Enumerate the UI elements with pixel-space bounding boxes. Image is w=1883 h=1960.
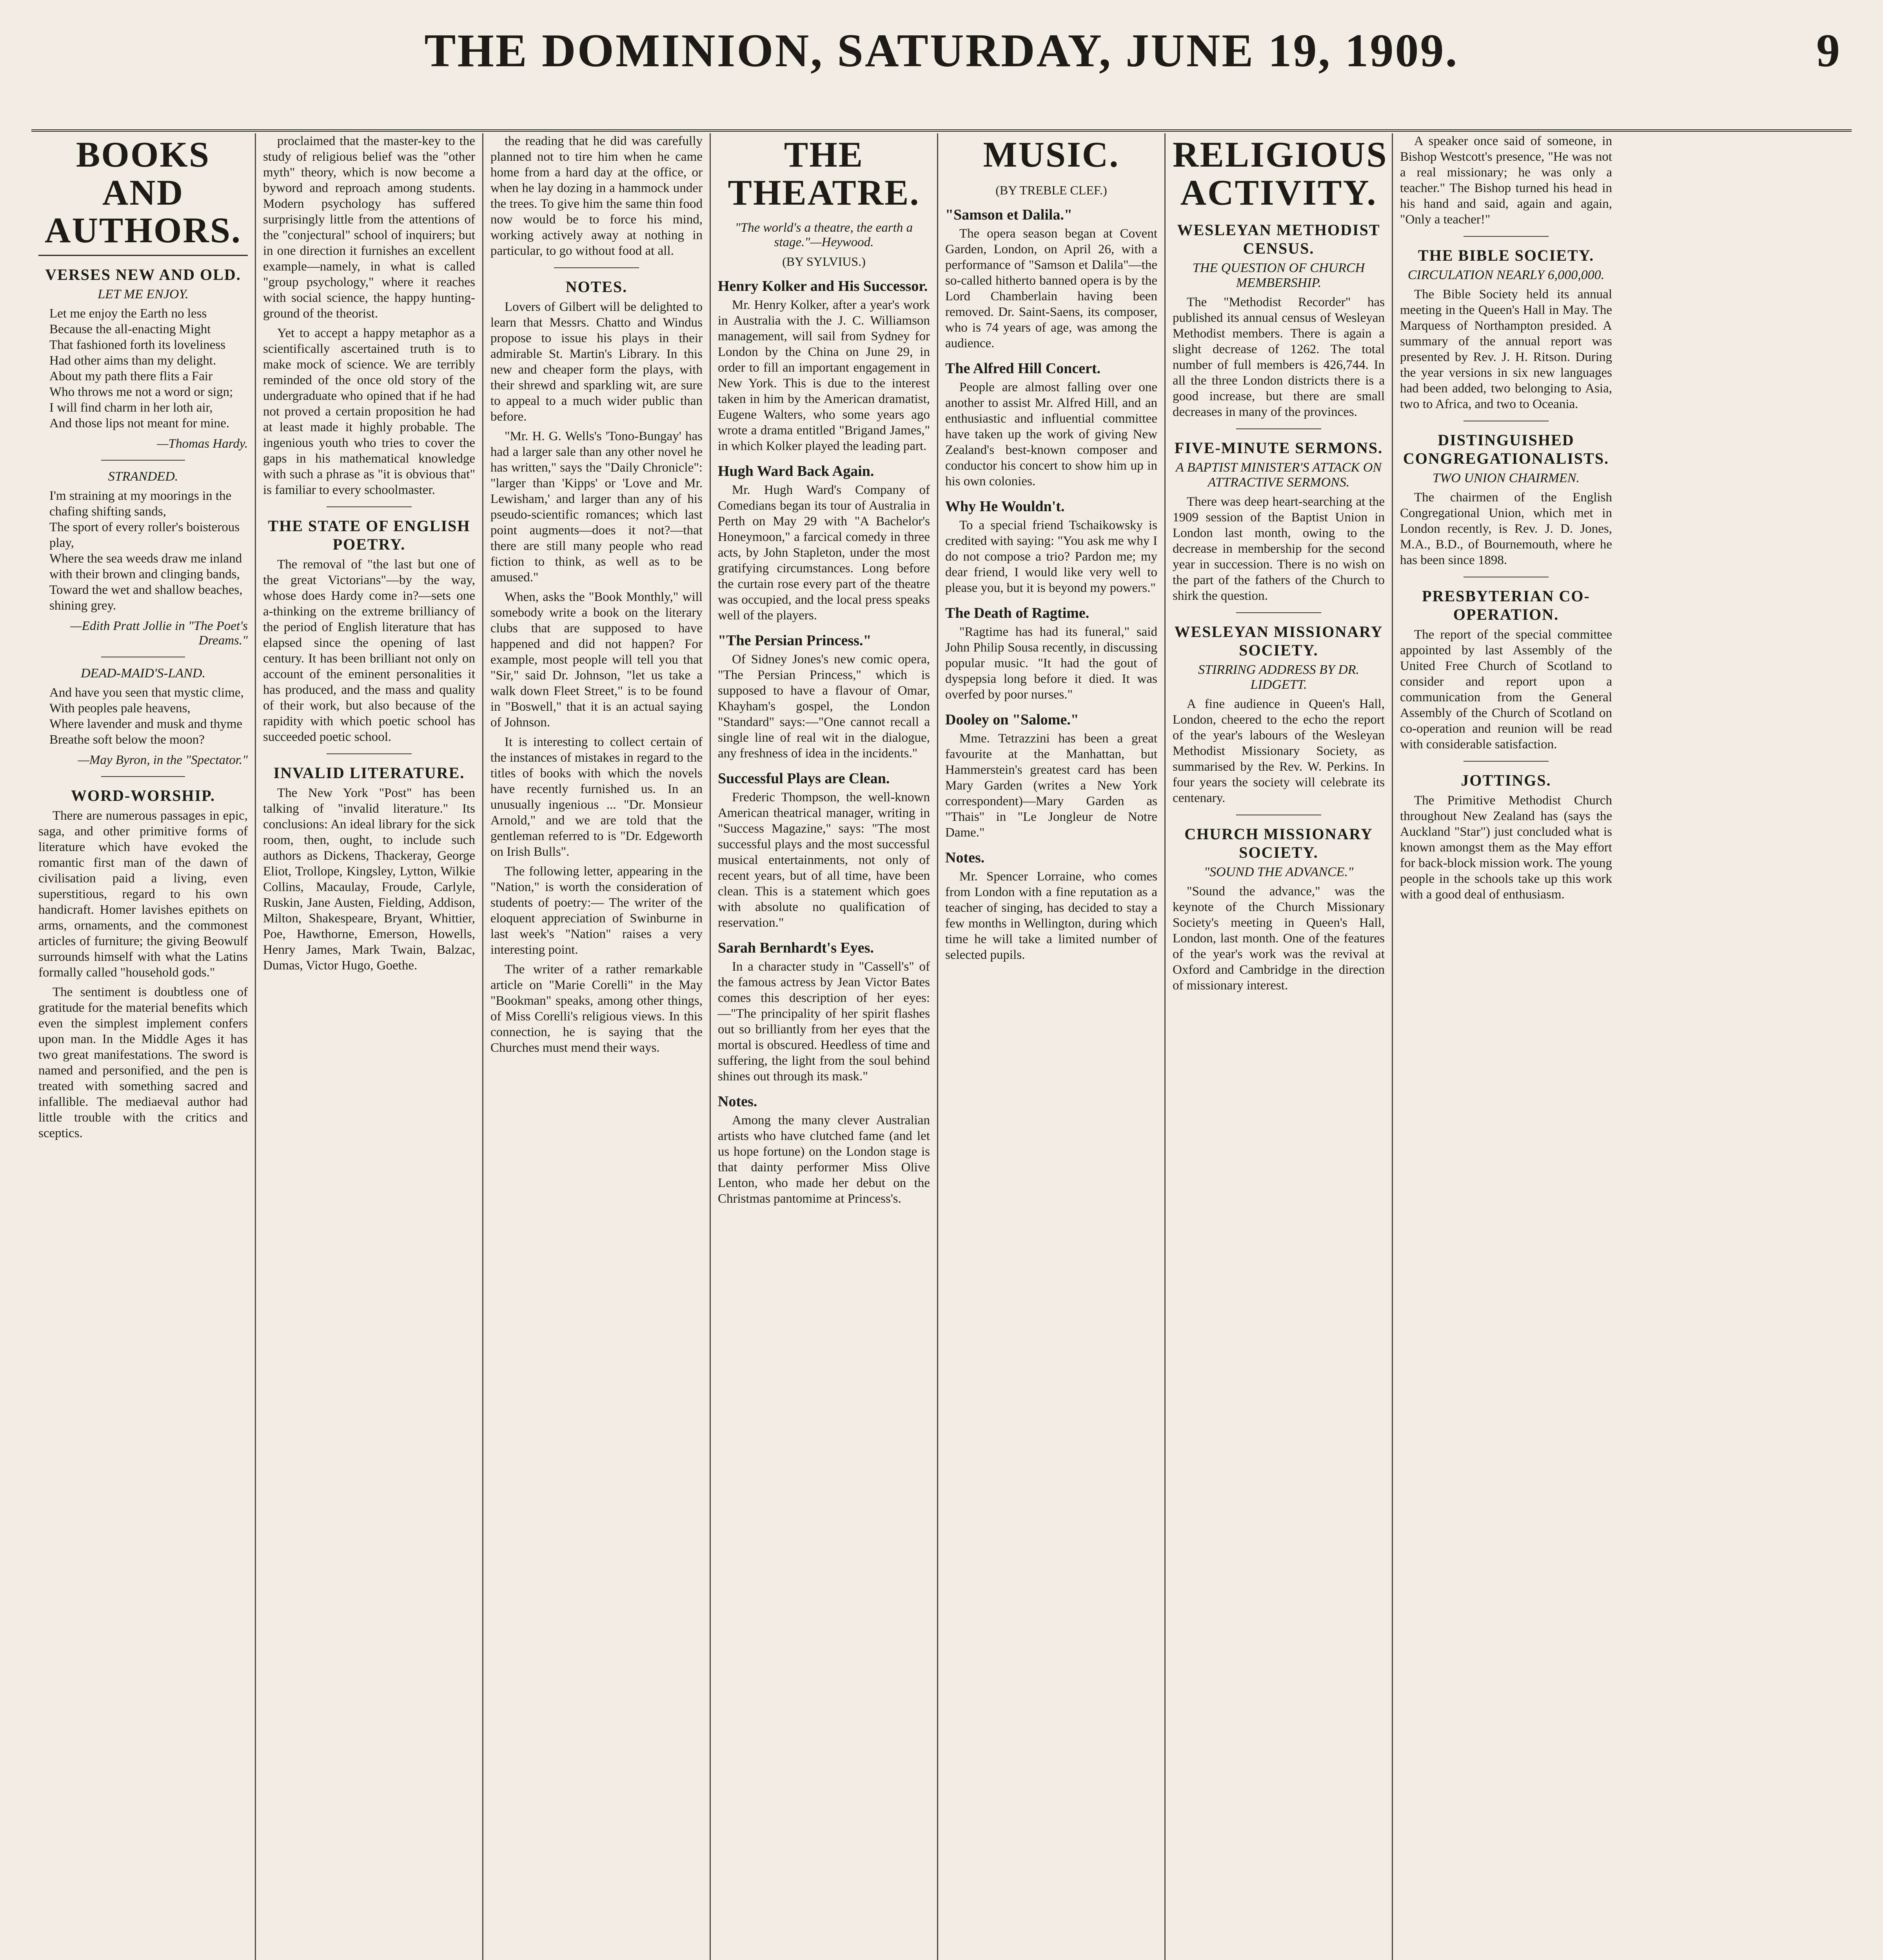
sub-heading: The Death of Ragtime. (945, 604, 1089, 621)
article-paragraph: The report of the special committee appointed by last Assembly of the United Free Church of Scotland to consider and report upon a communication from the General Assembly of the Church of Scotland on co-operation and reunion will be read with considerable satisfaction. (1400, 628, 1612, 751)
article-paragraph: the reading that he did was carefully planned not to tire him when he came home from a hard day at the office, or when he lay dozing in a hammock under the trees. To give him the same thin food now would be to force his mind, working actively away at nothing in particular, to go without food at all. (490, 134, 703, 258)
article-paragraph: "Sound the advance," was the keynote of the Church Missionary Society's meeting in Queen's Hall, London, last month. One of the features of the year's work was the revival at Oxford and Cambridge in the direction of missionary interest. (1173, 884, 1385, 993)
article-heading: WESLEYAN METHODIST CENSUS. (1177, 221, 1380, 258)
article-paragraph: Mme. Tetrazzini has been a great favourite at the Manhattan, but Hammerstein's greatest card has been Mary Garden (writes a New York correspondent)—Mary Garden as "Thais" in "Le Jongleur de Notre Dame." (945, 731, 1157, 840)
byline: (BY TREBLE CLEF.) (995, 183, 1107, 197)
article-paragraph: Mr. Spencer Lorraine, who comes from London with a fine reputation as a teacher of singing, has decided to stay a few months in Wellington, during which time he will take a limited number of selected pupils. (945, 869, 1157, 962)
article-paragraph: The Primitive Methodist Church throughout New Zealand has (says the Auckland "Star") just concluded what is known amongst them as the May effort for back-block mission work. The young people in the schools take up this work with a good deal of enthusiasm. (1400, 793, 1612, 902)
article-heading: JOTTINGS. (1461, 771, 1551, 789)
sub-heading: Notes. (945, 849, 985, 866)
article-paragraph: People are almost falling over one another to assist Mr. Alfred Hill, and an enthusiastic and influential committee have taken up the work of giving New Zealand's best-known composer and conductor his concert to show him up in his own colonies. (945, 380, 1157, 488)
poem-title: DEAD-MAID'S-LAND. (81, 666, 205, 681)
divider (1464, 761, 1548, 762)
poem-title: STRANDED. (108, 469, 178, 484)
section-heading-theatre: THE THEATRE. (728, 134, 920, 212)
divider (1464, 236, 1548, 237)
article-paragraph: A fine audience in Queen's Hall, London, cheered to the echo the report of the year's labours of the Wesleyan Methodist Missionary Society, as summarised by the Rev. W. Perkins. In four years the society will celebrate its centenary. (1173, 697, 1385, 806)
sub-heading: "Samson et Dalila." (945, 206, 1073, 223)
article-paragraph: Yet to accept a happy metaphor as a scientifically ascertained truth is to make mock of science. We are terribly reminded of the once old story of the undergraduate who opined that if he had not proved a certain proposition he had at least made it highly probable. The ingenious youth who tries to cover the gaps in his mathematical knowledge with such a phrase as "it is obvious that" is familiar to every schoolmaster. (263, 326, 475, 497)
article-paragraph: In a character study in "Cassell's" of the famous actress by Jean Victor Bates comes this description of her eyes:—"The principality of her spirit flashes out so brilliantly from her eyes that the mortal is obscured. Heedless of time and suffering, the light from the soul behind shines out through its mask." (718, 960, 930, 1084)
article-paragraph: When, asks the "Book Monthly," will somebody write a book on the literary clubs that are supposed to have happened and did not happen? For example, most people will tell you that "Sir," said Dr. Johnson, "let us take a walk down Fleet Street," is to be found in "Boswell," that it is an actual saying of Johnson. (490, 590, 703, 730)
article-paragraph: It is interesting to collect certain of the instances of mistakes in regard to the titles of books with which the novels have recently furnished us. In an unusually ingenious ... "Dr. Monsieur Arnold," and we are told that the gentleman referred to is "Dr. Edgeworth on Irish Bulls". (490, 735, 703, 859)
article-paragraph: The chairmen of the English Congregational Union, which met in London recently, is Rev. J. D. Jones, M.A., B.D., of Bournemouth, where he has been since 1898. (1400, 490, 1612, 567)
article-heading: THE STATE OF ENGLISH POETRY. (268, 517, 470, 553)
column-theatre (710, 133, 937, 1960)
article-heading: FIVE-MINUTE SERMONS. (1174, 439, 1383, 457)
divider (101, 460, 185, 461)
article-subheading: "SOUND THE ADVANCE." (1204, 865, 1354, 880)
article-heading: INVALID LITERATURE. (273, 764, 465, 782)
poem-credit: —Thomas Hardy. (157, 436, 248, 451)
masthead-title: THE DOMINION, SATURDAY, JUNE 19, 1909. (424, 24, 1459, 76)
column-religious (1164, 133, 1392, 1960)
article-paragraph: Among the many clever Australian artists who have clutched fame (and let us hope fortune) on the London stage is that dainty performer Miss Olive Lenton, who made her debut on the Christmas pantomime at Princess's. (718, 1113, 930, 1206)
section-heading-books: BOOKS AND AUTHORS. (38, 136, 248, 256)
article-paragraph: There was deep heart-searching at the 1909 session of the Baptist Union in London last month, owing to the decrease in membership for the second year in succession. There is no wish on the part of the fathers of the Church to shirk the question. (1173, 495, 1385, 603)
sub-heading: "The Persian Princess." (718, 632, 872, 649)
article-paragraph: There are numerous passages in epic, saga, and other primitive forms of literature which have evoked the romantic first man of the dawn of civilisation paid a living, even superstitious, regard to his own handicraft. Homer lavishes epithets on arms, ornaments, and the commonest articles of furniture; the giving Beowulf surrounds himself with what the Latins formally called "household gods." (38, 808, 248, 980)
divider (1236, 428, 1321, 429)
article-paragraph: The following letter, appearing in the "Nation," is worth the consideration of students of poetry:— The writer of the eloquent appreciation of Swinburne in last week's "Nation" raises a very interesting point. (490, 864, 703, 957)
article-paragraph: "Mr. H. G. Wells's 'Tono-Bungay' has had a larger sale than any other novel he has written," says the "Daily Chronicle": "larger than 'Kipps' or 'Love and Mr. Lewisham,' and larger than any of his pseudo-scientific romances; which last point augments—does it not?—that there are still many people who read fiction to think, as well as to be amused." (490, 429, 703, 584)
poem-text: And have you seen that mystic clime, With peoples pale heavens, Where lavender and musk and thyme Breathe soft below the moon? (49, 685, 244, 747)
page-number: 9 (1816, 24, 1840, 76)
divider (327, 753, 411, 754)
article-subheading: STIRRING ADDRESS BY DR. LIDGETT. (1198, 662, 1360, 692)
article-paragraph: Lovers of Gilbert will be delighted to learn that Messrs. Chatto and Windus propose to issue his plays in their admirable St. Martin's Library. In this new and cheaper form the plays, with their shrewd and sparkling wit, are sure to appeal to a much wider public than before. (490, 300, 703, 424)
masthead (31, 12, 1852, 132)
article-subheading: A BAPTIST MINISTER'S ATTACK ON ATTRACTIVE SERMONS. (1176, 460, 1382, 490)
article-paragraph: A speaker once said of someone, in Bishop Westcott's presence, "He was not a real missionary; he was only a teacher." The Bishop turned his head in his hand and said, again and again, "Only a teacher!" (1400, 134, 1612, 227)
article-paragraph: The sentiment is doubtless one of gratitude for the material benefits which even the simplest implement confers upon man. In the Middle Ages it has two great manifestations. The sword is named and personified, and the pen is treated with something sacred and infallible. The mediaeval author had little trouble with the critics and sceptics. (38, 985, 248, 1140)
article-paragraph: The "Methodist Recorder" has published its annual census of Wesleyan Methodist members. There is again a slight decrease of 1262. The total number of full members is 426,744. In all the three London districts there is a good increase, but there are small decreases in many of the provinces. (1173, 295, 1385, 419)
divider (101, 776, 185, 777)
column-books (31, 133, 255, 1960)
column-8 (1392, 133, 1619, 1960)
poem-title: LET ME ENJOY. (98, 287, 189, 301)
article-heading: WESLEYAN MISSIONARY SOCIETY. (1174, 623, 1383, 659)
poem-credit: —May Byron, in the "Spectator." (78, 753, 248, 767)
section-heading-religious: RELIGIOUS ACTIVITY. (1173, 134, 1388, 212)
column-2 (255, 133, 482, 1960)
article-heading: NOTES. (565, 278, 628, 296)
article-heading: CHURCH MISSIONARY SOCIETY. (1184, 825, 1373, 862)
article-paragraph: The New York "Post" has been talking of "invalid literature." Its conclusions: An ideal library for the sick room, then, ought, to include such authors as Dickens, Thackeray, George Eliot, Trollope, Kingsley, Lytton, Wilkie Collins, Macaulay, Froude, Carlyle, Ruskin, Jane Austen, Fielding, Addison, Milton, Shakespeare, Bryant, Whittier, Poe, Hawthorne, Emerson, Howells, Henry James, Mark Twain, Balzac, Dumas, Victor Hugo, Goethe. (263, 786, 475, 973)
column-3 (482, 133, 710, 1960)
poem-text: I'm straining at my moorings in the chafing shifting sands, The sport of every roller's boisterous play, Where the sea weeds draw me inland with their brown and clinging bands, Toward the wet and shallow beaches, shining grey. (49, 488, 243, 613)
article-paragraph: Frederic Thompson, the well-known American theatrical manager, writing in "Success Magazine," says: "The most successful plays and the most successful musical entertainments, not only of recent years, but of all time, have been clean. This is a statement which goes with absolute no qualification of reservation." (718, 790, 930, 930)
article-subheading: THE QUESTION OF CHURCH MEMBERSHIP. (1192, 261, 1365, 290)
columns (31, 133, 1852, 1960)
sub-heading: Sarah Bernhardt's Eyes. (718, 940, 874, 956)
article-paragraph: Mr. Hugh Ward's Company of Comedians began its tour of Australia in Perth on May 29 with "A Bachelor's Honeymoon," a farcical comedy in three acts, by John Stapleton, under the most gratifying circumstances. Long before the curtain rose every part of the theatre was occupied, and the local press speaks well of the players. (718, 483, 930, 623)
sub-heading: The Alfred Hill Concert. (945, 360, 1101, 377)
article-paragraph: "Ragtime has had its funeral," said John Philip Sousa recently, in discussing popular music. "It had the gout of dyspepsia long before it died. It was overfed by poor nurses." (945, 624, 1157, 702)
article-heading: DISTINGUISHED CONGREGATIONALISTS. (1403, 431, 1609, 467)
divider (554, 267, 639, 268)
sub-heading: Notes. (718, 1093, 757, 1110)
poem-text: Let me enjoy the Earth no less Because the all-enacting Might That fashioned forth its loveliness Had other aims than my delight. About my path there flits a Fair Who throws me not a word or sign; I will find charm in her loth air, And those lips not meant for mine. (49, 306, 233, 430)
byline: (BY SYLVIUS.) (782, 254, 866, 269)
sub-heading: Dooley on "Salome." (945, 711, 1079, 728)
section-epigraph: "The world's a theatre, the earth a stage."—Heywood. (735, 221, 913, 250)
article-paragraph: The writer of a rather remarkable article on "Marie Corelli" in the May "Bookman" speaks, among other things, of Miss Corelli's religious views. In this connection, he is saying that the Churches must mend their ways. (490, 962, 703, 1055)
poem-credit: —Edith Pratt Jollie in "The Poet's Dreams." (70, 619, 248, 648)
article-paragraph: The Bible Society held its annual meeting in the Queen's Hall in May. The Marquess of Northampton presided. A summary of the annual report was presented by Rev. J. H. Ritson. During the year versions in six new languages had been added, two belonging to Asia, two to Africa, and two to Oceania. (1400, 287, 1612, 411)
sub-heading: Successful Plays are Clean. (718, 770, 890, 787)
article-paragraph: proclaimed that the master-key to the study of religious belief was the "other myth" theory, which is now become a byword and reproach among students. Modern psychology has suffered surprisingly little from the attentions of the "conjectural" school of inquirers; but in one direction it furnishes an excellent example—namely, in what is called "group psychology," where it reaches with social science, the happy hunting-ground of the theorist. (263, 134, 475, 321)
sub-heading: Why He Wouldn't. (945, 498, 1065, 515)
section-heading-music: MUSIC. (983, 134, 1120, 174)
divider (1236, 612, 1321, 613)
article-paragraph: Of Sidney Jones's new comic opera, "The Persian Princess," which is supposed to have a flavour of Omar, Khayham's gospel, the London "Standard" says:—"One cannot recall a single line of real wit in the dialogue, any freshness of idea in the incidents." (718, 652, 930, 761)
article-heading: WORD-WORSHIP. (71, 786, 215, 804)
sub-heading: Henry Kolker and His Successor. (718, 278, 928, 295)
article-subheading: CIRCULATION NEARLY 6,000,000. (1407, 268, 1605, 282)
article-heading: THE BIBLE SOCIETY. (1418, 247, 1594, 264)
article-subheading: TWO UNION CHAIRMEN. (1433, 471, 1580, 485)
verses-heading: VERSES NEW AND OLD. (45, 265, 241, 283)
article-heading: PRESBYTERIAN CO-OPERATION. (1422, 587, 1590, 623)
divider (327, 506, 411, 507)
article-paragraph: The removal of "the last but one of the great Victorians"—by the way, whose does Hardy come in?—sets one a-thinking on the extreme brilliancy of the period of English literature that has elapsed since the opening of last century. It has been brilliant not only on account of the eminent personalities it has produced, and the mass and quality of their work, but also because of the rapidity with which poetic school has succeeded poetic school. (263, 557, 475, 744)
sub-heading: Hugh Ward Back Again. (718, 463, 874, 480)
article-paragraph: To a special friend Tschaikowsky is credited with saying: "You ask me why I do not compose a trio? Pardon me; my dear friend, I would like very well to please you, but it is beyond my powers." (945, 518, 1157, 595)
article-paragraph: Mr. Henry Kolker, after a year's work in Australia with the J. C. Williamson management, will sail from Sydney for London by the China on June 29, in order to fill an important engagement in New York. This is due to the interest taken in him by the American dramatist, Eugene Walters, who some years ago wrote a drama entitled "Brigand James," in which Kolker played the leading part. (718, 298, 930, 454)
column-music (937, 133, 1164, 1960)
article-paragraph: The opera season began at Covent Garden, London, on April 26, with a performance of "Samson et Dalila"—the so-called hitherto banned opera is by the Lord Chamberlain having been removed. Dr. Saint-Saens, its composer, who is 74 years of age, was among the audience. (945, 226, 1157, 350)
